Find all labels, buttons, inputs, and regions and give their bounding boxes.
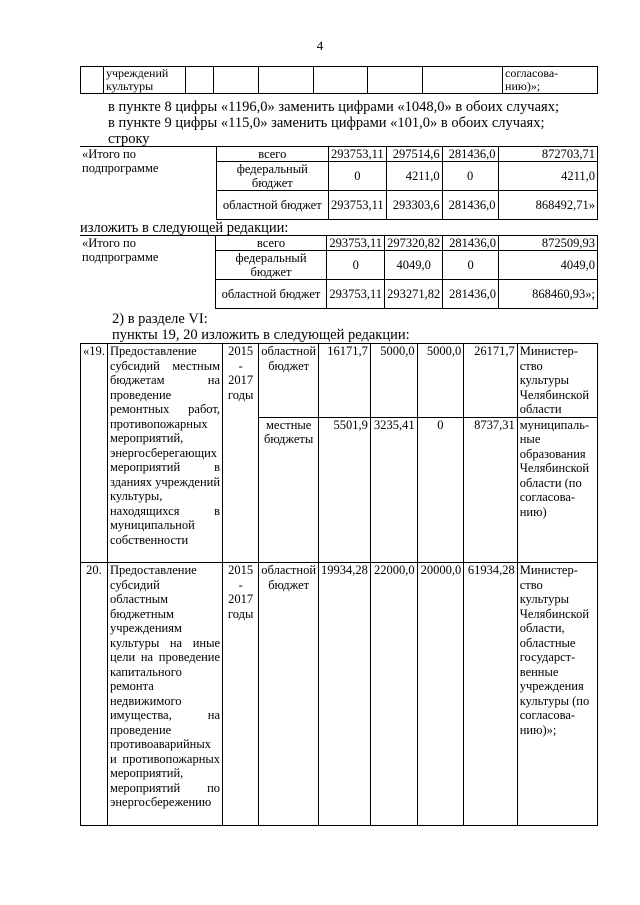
value-cell: 297320,82 (385, 236, 443, 251)
value-cell: 19934,28 (319, 563, 371, 826)
old-totals-table (80, 146, 598, 220)
executor: Министер- ство культуры Челябинской области (517, 344, 597, 418)
value-cell: 3235,41 (370, 417, 417, 563)
funding-source: местные бюджеты (259, 417, 319, 563)
total-cell: 872509,93 (499, 236, 598, 251)
new-totals-table (80, 235, 598, 309)
table-row (81, 563, 598, 826)
funding-source: областной бюджет (259, 563, 319, 826)
table-cell (81, 67, 104, 94)
item-description: Предоставление субсидий областным бюджетным учреждениям культуры на иные цели на проведение капитального ремонта недвижимого имущества, на проведение противоаварийных и противопожарных мероприятий, мероприятий по энергосбережению (107, 563, 222, 826)
table-cell: согласова- нию)»; (503, 67, 598, 94)
table-cell (258, 67, 313, 94)
item-period: 2015 - 2017 годы (223, 344, 259, 563)
paragraph-line: в пункте 9 цифры «115,0» заменить цифрами «101,0» в обоих случаях; (108, 115, 545, 131)
total-cell: 26171,7 (464, 344, 518, 418)
table-row (81, 344, 598, 418)
table-cell (185, 67, 213, 94)
table-row (80, 236, 598, 251)
executor: муниципаль- ные образования Челябинской области (по согласова- нию) (517, 417, 597, 563)
value-cell: 281436,0 (443, 280, 499, 309)
value-cell: 4211,0 (386, 162, 442, 191)
table-cell (368, 67, 423, 94)
value-cell: 293753,11 (329, 191, 387, 220)
paragraph-line: 2) в разделе VI: (112, 311, 208, 327)
total-cell: 4211,0 (498, 162, 597, 191)
value-cell: 293753,11 (327, 280, 385, 309)
items-table (80, 343, 598, 826)
value-cell: 297514,6 (386, 147, 442, 162)
table-cell: учреждений культуры (103, 67, 185, 94)
total-cell: 8737,31 (464, 417, 518, 563)
budget-type: всего (216, 147, 328, 162)
value-cell: 16171,7 (319, 344, 371, 418)
paragraph-line: строку (108, 131, 150, 147)
item-number: «19. (81, 344, 108, 563)
item-description: Предоставление субсидий местным бюджетам на проведение ремонтных работ, противопожарных мероприятий, энергосберегающих мероприятий в зданиях учреждений культуры, находящихся в муниципальной собственности (107, 344, 222, 563)
item-number: 20. (81, 563, 108, 826)
table-row (80, 147, 598, 162)
value-cell: 5000,0 (417, 344, 464, 418)
value-cell: 293753,11 (329, 147, 387, 162)
totals-label: «Итого по подпрограмме (80, 236, 215, 309)
continuation-table (80, 66, 598, 94)
value-cell: 5501,9 (319, 417, 371, 563)
value-cell: 5000,0 (370, 344, 417, 418)
totals-label: «Итого по подпрограмме (80, 147, 216, 220)
value-cell: 20000,0 (417, 563, 464, 826)
table-cell (213, 67, 258, 94)
budget-type: федеральный бюджет (216, 162, 328, 191)
budget-type: всего (215, 236, 327, 251)
value-cell: 0 (327, 251, 385, 280)
value-cell: 281436,0 (442, 191, 498, 220)
executor: Министер- ство культуры Челябинской области, областные государст- венные учреждения культуры (по согласова- нию)»; (517, 563, 597, 826)
total-cell: 868492,71» (498, 191, 597, 220)
paragraph-line: изложить в следующей редакции: (80, 220, 289, 236)
budget-type: федеральный бюджет (215, 251, 327, 280)
total-cell: 868460,93»; (499, 280, 598, 309)
value-cell: 293303,6 (386, 191, 442, 220)
table-cell (423, 67, 503, 94)
value-cell: 22000,0 (370, 563, 417, 826)
total-cell: 872703,71 (498, 147, 597, 162)
funding-source: областной бюджет (259, 344, 319, 418)
value-cell: 293271,82 (385, 280, 443, 309)
total-cell: 4049,0 (499, 251, 598, 280)
table-row (81, 67, 598, 94)
value-cell: 293753,11 (327, 236, 385, 251)
value-cell: 4049,0 (385, 251, 443, 280)
page-number: 4 (316, 38, 324, 53)
item-period: 2015 - 2017 годы (223, 563, 259, 826)
budget-type: областной бюджет (216, 191, 328, 220)
value-cell: 0 (417, 417, 464, 563)
paragraph-line: пункты 19, 20 изложить в следующей редакции: (112, 327, 410, 343)
value-cell: 0 (329, 162, 387, 191)
budget-type: областной бюджет (215, 280, 327, 309)
table-cell (313, 67, 368, 94)
value-cell: 281436,0 (442, 147, 498, 162)
value-cell: 281436,0 (443, 236, 499, 251)
value-cell: 0 (443, 251, 499, 280)
paragraph-line: в пункте 8 цифры «1196,0» заменить цифрами «1048,0» в обоих случаях; (108, 99, 559, 115)
total-cell: 61934,28 (464, 563, 518, 826)
value-cell: 0 (442, 162, 498, 191)
